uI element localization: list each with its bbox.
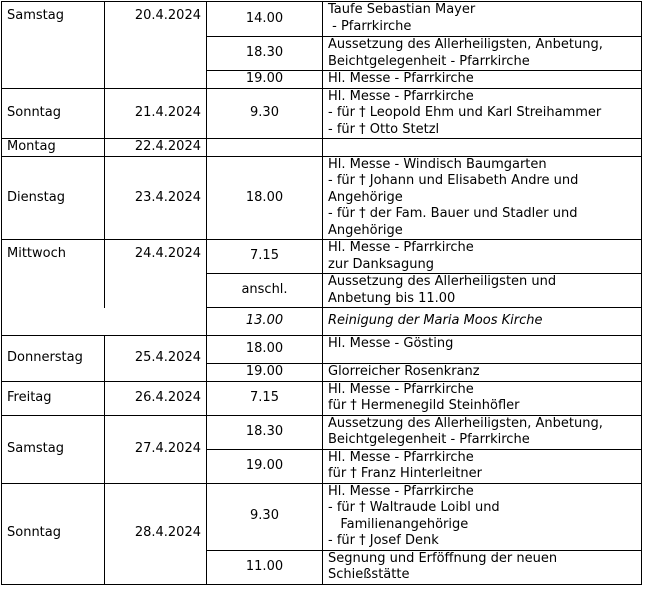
day-cell: Samstag bbox=[2, 2, 105, 89]
schedule-table bbox=[1, 1, 642, 585]
description-line: Hl. Messe - Pfarrkirche bbox=[328, 240, 474, 255]
day-cell: Sonntag bbox=[2, 88, 105, 139]
date-cell: 26.4.2024 bbox=[105, 381, 207, 415]
description-cell bbox=[323, 364, 642, 382]
time-cell: 19.00 bbox=[207, 71, 323, 89]
description-line: Angehörige bbox=[328, 189, 403, 205]
table-row bbox=[2, 88, 642, 139]
table-row bbox=[2, 336, 642, 364]
description-line: Segnung und Erföffnung der neuen bbox=[328, 550, 558, 566]
date-cell: 25.4.2024 bbox=[105, 336, 207, 382]
description-line: Hl. Messe - Pfarrkirche bbox=[328, 483, 474, 499]
time-cell: anschl. bbox=[207, 274, 323, 308]
time-cell: 7.15 bbox=[207, 240, 323, 274]
time-cell bbox=[207, 139, 323, 157]
description-line: Hl. Messe - Pfarrkirche bbox=[328, 71, 474, 86]
description-line: - Pfarrkirche bbox=[328, 18, 412, 34]
description-line: Reinigung der Maria Moos Kirche bbox=[328, 313, 543, 329]
date-cell: 27.4.2024 bbox=[105, 415, 207, 483]
time-cell: 13.00 bbox=[207, 308, 323, 336]
description-cell bbox=[323, 139, 642, 157]
day-cell: Freitag bbox=[2, 381, 105, 415]
description-line: - für † Leopold Ehm und Karl Streihammer bbox=[328, 105, 602, 120]
description-line: Taufe Sebastian Mayer bbox=[328, 2, 476, 17]
description-cell bbox=[323, 240, 642, 274]
description-line: für † Hermenegild Steinhöfler bbox=[328, 398, 520, 413]
description-line: - für † Otto Stetzl bbox=[328, 121, 440, 137]
table-row bbox=[2, 415, 642, 449]
description-line: Familienangehörige bbox=[328, 516, 469, 532]
time-cell: 19.00 bbox=[207, 449, 323, 483]
time-cell: 9.30 bbox=[207, 483, 323, 550]
time-cell: 18.30 bbox=[207, 415, 323, 449]
description-cell bbox=[323, 449, 642, 483]
day-cell: Donnerstag bbox=[2, 336, 105, 382]
description-cell bbox=[323, 415, 642, 449]
description-cell bbox=[323, 336, 642, 364]
description-line: Schießstätte bbox=[328, 567, 410, 582]
description-cell bbox=[323, 550, 642, 584]
description-cell bbox=[323, 37, 642, 71]
table-row bbox=[2, 240, 642, 274]
date-cell: 22.4.2024 bbox=[105, 139, 207, 157]
description-cell bbox=[323, 156, 642, 240]
date-cell: 20.4.2024 bbox=[105, 2, 207, 89]
description-line: Hl. Messe - Pfarrkirche bbox=[328, 449, 474, 465]
description-line: - für † Waltraude Loibl und bbox=[328, 500, 500, 515]
description-line: Beichtgelegenheit - Pfarrkirche bbox=[328, 53, 530, 69]
table-row bbox=[2, 156, 642, 240]
time-cell: 14.00 bbox=[207, 2, 323, 37]
description-line: Hl. Messe - Windisch Baumgarten bbox=[328, 156, 547, 172]
time-cell: 11.00 bbox=[207, 550, 323, 584]
description-line: Hl. Messe - Pfarrkirche bbox=[328, 381, 474, 397]
blank-cell bbox=[2, 308, 207, 336]
description-cell bbox=[323, 308, 642, 336]
description-cell bbox=[323, 2, 642, 37]
time-cell: 19.00 bbox=[207, 364, 323, 382]
description-line: Aussetzung des Allerheiligsten und bbox=[328, 274, 557, 289]
description-line: für † Franz Hinterleitner bbox=[328, 466, 482, 481]
description-cell bbox=[323, 71, 642, 89]
description-line: zur Danksagung bbox=[328, 256, 435, 272]
day-cell: Mittwoch bbox=[2, 240, 105, 308]
schedule-body bbox=[2, 2, 642, 585]
time-cell: 18.00 bbox=[207, 336, 323, 364]
description-line: - für † Johann und Elisabeth Andre und bbox=[328, 173, 579, 188]
day-cell: Dienstag bbox=[2, 156, 105, 240]
description-cell bbox=[323, 88, 642, 139]
description-cell bbox=[323, 381, 642, 415]
description-line: Angehörige bbox=[328, 222, 403, 238]
table-row bbox=[2, 139, 642, 157]
description-line: - für † der Fam. Bauer und Stadler und bbox=[328, 206, 578, 221]
time-cell: 18.00 bbox=[207, 156, 323, 240]
date-cell: 23.4.2024 bbox=[105, 156, 207, 240]
time-cell: 7.15 bbox=[207, 381, 323, 415]
date-cell: 24.4.2024 bbox=[105, 240, 207, 308]
description-line: Anbetung bis 11.00 bbox=[328, 290, 456, 306]
description-line: Aussetzung des Allerheiligsten, Anbetung, bbox=[328, 37, 603, 52]
time-cell: 9.30 bbox=[207, 88, 323, 139]
day-cell: Samstag bbox=[2, 415, 105, 483]
description-cell bbox=[323, 483, 642, 550]
description-line: Hl. Messe - Gösting bbox=[328, 336, 454, 351]
day-cell: Sonntag bbox=[2, 483, 105, 584]
description-line: Beichtgelegenheit - Pfarrkirche bbox=[328, 432, 530, 447]
date-cell: 28.4.2024 bbox=[105, 483, 207, 584]
description-line: Hl. Messe - Pfarrkirche bbox=[328, 88, 474, 104]
description-line: Glorreicher Rosenkranz bbox=[328, 364, 480, 379]
time-cell: 18.30 bbox=[207, 37, 323, 71]
description-cell bbox=[323, 274, 642, 308]
date-cell: 21.4.2024 bbox=[105, 88, 207, 139]
table-row bbox=[2, 308, 642, 336]
description-line: Aussetzung des Allerheiligsten, Anbetung, bbox=[328, 415, 603, 431]
description-line: - für † Josef Denk bbox=[328, 533, 439, 548]
table-row bbox=[2, 483, 642, 550]
day-cell: Montag bbox=[2, 139, 105, 157]
table-row bbox=[2, 381, 642, 415]
table-row bbox=[2, 2, 642, 37]
